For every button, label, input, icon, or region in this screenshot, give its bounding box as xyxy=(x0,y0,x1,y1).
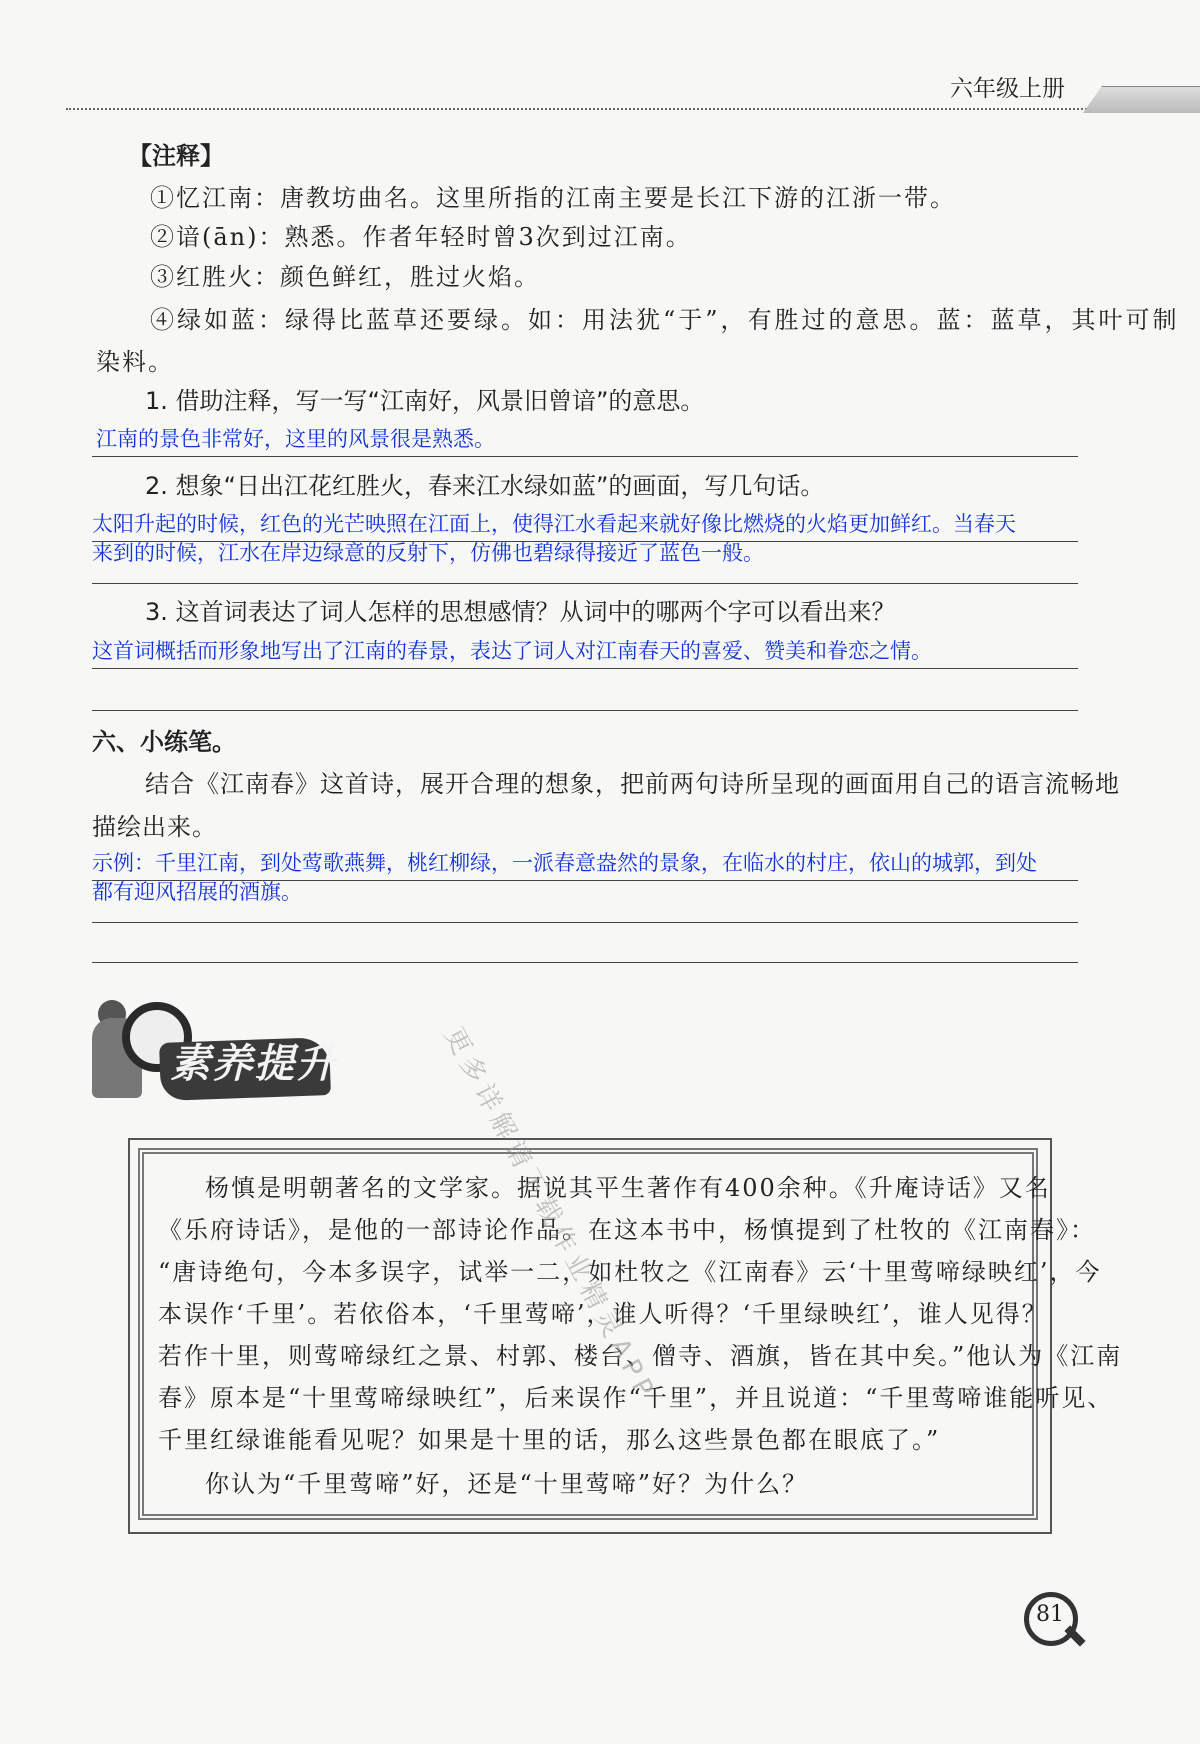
notes-title: 【注释】 xyxy=(128,141,224,170)
section-6-prompt-2: 描绘出来。 xyxy=(92,813,217,841)
box-question: 你认为“千里莺啼”好，还是“十里莺啼”好？为什么？ xyxy=(205,1470,809,1498)
note-item-3: ③红胜火：颜色鲜红，胜过火焰。 xyxy=(150,263,540,291)
note-item-4-cont: 染料。 xyxy=(96,348,174,376)
answer-line xyxy=(92,668,1078,669)
banner-title: 素养提升 xyxy=(170,1041,338,1087)
note-item-2: ②谙(ān)：熟悉。作者年轻时曾3次到过江南。 xyxy=(150,223,692,251)
question-1: 1. 借助注释，写一写“江南好，风景旧曾谙”的意思。 xyxy=(145,387,705,415)
box-line-3: “唐诗绝句，今本多误字，试举一二，如杜牧之《江南春》云‘十里莺啼绿映红’，今 xyxy=(158,1258,1102,1286)
answer-line xyxy=(92,456,1078,457)
section-6-answer-2[interactable]: 都有迎风招展的酒旗。 xyxy=(92,880,302,904)
header-tab-decoration xyxy=(1083,86,1200,113)
section-6-title: 六、小练笔。 xyxy=(92,728,236,756)
answer-2-line-2[interactable]: 来到的时候，江水在岸边绿意的反射下，仿佛也碧绿得接近了蓝色一般。 xyxy=(92,541,764,565)
answer-line xyxy=(92,710,1078,711)
answer-line xyxy=(92,962,1078,963)
box-line-2: 《乐府诗话》，是他的一部诗论作品。在这本书中，杨慎提到了杜牧的《江南春》： xyxy=(158,1216,1096,1244)
box-line-7: 千里红绿谁能看见呢？如果是十里的话，那么这些景色都在眼底了。” xyxy=(158,1426,941,1454)
answer-2-line-1[interactable]: 太阳升起的时候，红色的光芒映照在江面上，使得江水看起来就好像比燃烧的火焰更加鲜红。当春天 xyxy=(92,512,1016,536)
header-grade: 六年级上册 xyxy=(950,76,1065,102)
watermark: 更多详解请下载作业精灵APP xyxy=(438,1022,662,1407)
box-line-4: 本误作‘千里’。若依俗本，‘千里莺啼’，谁人听得？‘千里绿映红’，谁人见得？ xyxy=(158,1300,1048,1328)
header-divider xyxy=(66,108,1090,110)
answer-line xyxy=(92,583,1078,584)
box-line-5: 若作十里，则莺啼绿红之景、村郭、楼台、僧寺、酒旗，皆在其中矣。”他认为《江南 xyxy=(158,1342,1123,1370)
page-number: 81 xyxy=(1036,1602,1064,1627)
answer-1[interactable]: 江南的景色非常好，这里的风景很是熟悉。 xyxy=(96,427,495,451)
note-item-4: ④绿如蓝：绿得比蓝草还要绿。如：用法犹“于”，有胜过的意思。蓝：蓝草，其叶可制 xyxy=(150,306,1180,334)
question-2: 2. 想象“日出江花红胜火，春来江水绿如蓝”的画面，写几句话。 xyxy=(145,472,825,500)
box-line-1: 杨慎是明朝著名的文学家。据说其平生著作有400余种。《升庵诗话》又名 xyxy=(205,1174,1051,1202)
box-line-6: 春》原本是“十里莺啼绿映红”，后来误作“千里”，并且说道：“千里莺啼谁能听见、 xyxy=(158,1384,1114,1412)
section-6-prompt-1: 结合《江南春》这首诗，展开合理的想象，把前两句诗所呈现的画面用自己的语言流畅地 xyxy=(145,770,1120,798)
reading-box-inner-border xyxy=(138,1148,1038,1520)
note-item-1: ①忆江南：唐教坊曲名。这里所指的江南主要是长江下游的江浙一带。 xyxy=(150,184,956,212)
answer-line xyxy=(92,922,1078,923)
answer-3[interactable]: 这首词概括而形象地写出了江南的春景，表达了词人对江南春天的喜爱、赞美和眷恋之情。 xyxy=(92,639,932,663)
section-6-answer-1[interactable]: 示例：千里江南，到处莺歌燕舞，桃红柳绿，一派春意盎然的景象，在临水的村庄，依山的城郭，到处 xyxy=(92,851,1037,875)
question-3: 3. 这首词表达了词人怎样的思想感情？从词中的哪两个字可以看出来？ xyxy=(145,598,896,626)
